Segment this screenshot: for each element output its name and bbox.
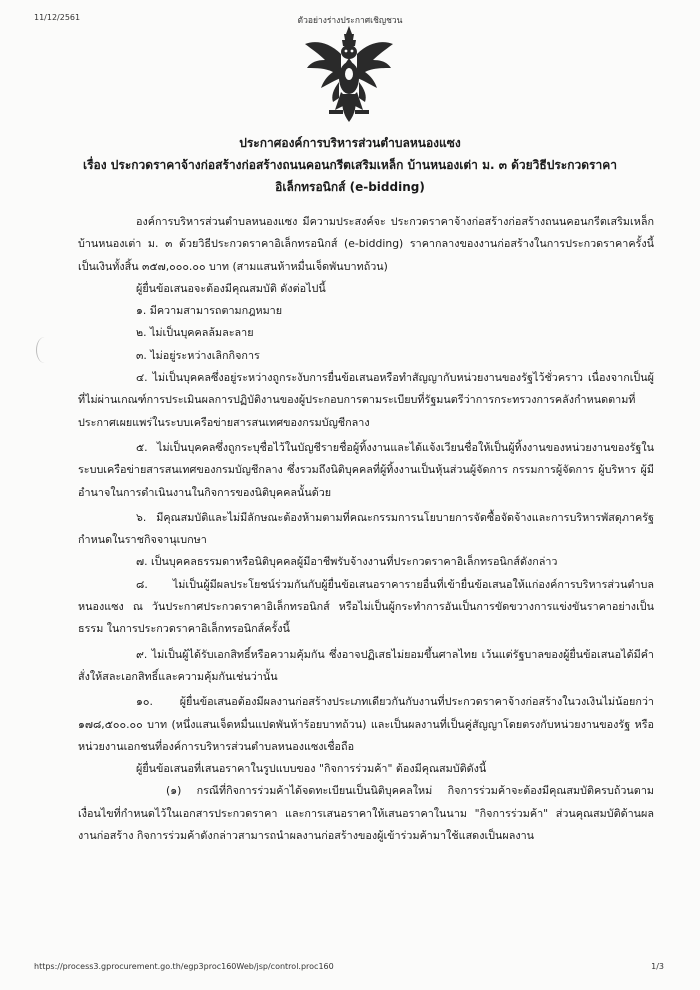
qualification-item: ๗. เป็นบุคคลธรรมดาหรือนิติบุคคลผู้มีอาชีพรับจ้างงานที่ประกวดราคาอิเล็กทรอนิกส์ดังกล่าว <box>136 555 558 569</box>
qualification-item: ๙. ไม่เป็นผู้ได้รับเอกสิทธิ์หรือความคุ้มกัน ซึ่งอาจปฏิเสธไม่ยอมขึ้นศาลไทย เว้นแต่รัฐบาลของผู้ยื่นข้อเสนอได้มีคำสั่งให้สละเอกสิทธิ์และความคุ้มกันเช่นว่านั้น <box>78 647 654 683</box>
print-date: 11/12/2561 <box>34 13 81 22</box>
qualification-item: ๑. มีความสามารถตามกฎหมาย <box>136 304 283 318</box>
garuda-emblem-icon <box>303 24 395 128</box>
qualification-item: ๖. มีคุณสมบัติและไม่มีลักษณะต้องห้ามตามที่คณะกรรมการนโยบายการจัดซื้อจัดจ้างและการบริหารพัสดุภาครัฐกำหนดในราชกิจจานุเบกษา <box>78 510 654 547</box>
qualification-item: ๑๐. ผู้ยื่นข้อเสนอต้องมีผลงานก่อสร้างประเภทเดียวกันกับงานที่ประกวดราคาจ้างก่อสร้างในวงเงินไม่น้อยกว่า ๑๗๘,๕๐๐.๐๐ บาท (หนึ่งแสนเจ็ดหมื่นแปดพันห้าร้อยบาทถ้วน) และเป็นผลงานที่เป็นคู่สัญญาโดยตรงกับหน่วยงานของรัฐ หรือหน่วยงานเอกชนที่องค์การบริหารส่วนตำบลหนองแซงเชื่อถือ <box>78 695 654 753</box>
draft-caption: ตัวอย่างร่างประกาศเชิญชวน <box>297 16 403 26</box>
page-number: 1/3 <box>651 962 664 971</box>
announcement-heading: ประกาศองค์การบริหารส่วนตำบลหนองแซง <box>239 136 461 150</box>
qualification-item: ๔. ไม่เป็นบุคคลซึ่งอยู่ระหว่างถูกระงับการยื่นข้อเสนอหรือทำสัญญากับหน่วยงานของรัฐไว้ชั่วคราว เนื่องจากเป็นผู้ที่ไม่ผ่านเกณฑ์การประเมินผลการปฏิบัติงานของผู้ประกอบการตามระเบียบที่รัฐมนตรีว่าการกระทรวงการคลังกำหนดตามที่ประกาศเผยแพร่ในระบบเครือข่ายสารสนเทศของกรมบัญชีกลาง <box>78 371 654 429</box>
qualification-item: ๘. ไม่เป็นผู้มีผลประโยชน์ร่วมกันกับผู้ยื่นข้อเสนอราคารายอื่นที่เข้ายื่นข้อเสนอให้แก่องค์การบริหารส่วนตำบลหนองแซง ณ วันประกาศประกวดราคาอิเล็กทรอนิกส์ หรือไม่เป็นผู้กระทำการอันเป็นการขัดขวางการแข่งขันราคาอย่างเป็นธรรม ในการประกวดราคาอิเล็กทรอนิกส์ครั้งนี้ <box>78 577 654 636</box>
intro-paragraph: องค์การบริหารส่วนตำบลหนองแซง มีความประสงค์จะ ประกวดราคาจ้างก่อสร้างก่อสร้างถนนคอนกรีตเสริมเหล็ก บ้านหนองเต่า ม. ๓ ด้วยวิธีประกวดราคาอิเล็กทรอนิกส์ (e-bidding) ราคากลางของงานก่อสร้างในการประกวดราคาครั้งนี้ เป็นเงินทั้งสิ้น ๓๕๗,๐๐๐.๐๐ บาท (สามแสนห้าหมื่นเจ็ดพันบาทถ้วน) <box>78 215 654 273</box>
joint-venture-clause: (๑) กรณีที่กิจการร่วมค้าได้จดทะเบียนเป็นนิติบุคคลใหม่ กิจการร่วมค้าจะต้องมีคุณสมบัติครบถ้วนตามเงื่อนไขที่กำหนดไว้ในเอกสารประกวดราคา และการเสนอราคาให้เสนอราคาในนาม "กิจการร่วมค้า" ส่วนคุณสมบัติด้านผลงานก่อสร้าง กิจการร่วมค้าดังกล่าวสามารถนำผลงานก่อสร้างของผู้เข้าร่วมค้ามาใช้แสดงเป็นผลงาน <box>78 784 654 843</box>
subject-line: เรื่อง ประกวดราคาจ้างก่อสร้างก่อสร้างถนนคอนกรีตเสริมเหล็ก บ้านหนองเต่า ม. ๓ ด้วยวิธีประกวดราคา <box>82 158 617 172</box>
qualification-item: ๓. ไม่อยู่ระหว่างเลิกกิจการ <box>136 348 260 362</box>
subject-line-continued: อิเล็กทรอนิกส์ (e-bidding) <box>275 180 425 194</box>
qualification-intro: ผู้ยื่นข้อเสนอจะต้องมีคุณสมบัติ ดังต่อไปนี้ <box>136 281 326 295</box>
punch-hole-mark <box>36 337 53 363</box>
document-body <box>78 211 654 847</box>
source-url: https://process3.gprocurement.go.th/egp3proc160Web/jsp/control.proc160 <box>34 962 334 971</box>
joint-venture-intro: ผู้ยื่นข้อเสนอที่เสนอราคาในรูปแบบของ "กิจการร่วมค้า" ต้องมีคุณสมบัติดังนี้ <box>136 762 487 776</box>
qualification-item: ๕. ไม่เป็นบุคคลซึ่งถูกระบุชื่อไว้ในบัญชีรายชื่อผู้ทิ้งงานและได้แจ้งเวียนชื่อให้เป็นผู้ทิ้งงานของหน่วยงานของรัฐในระบบเครือข่ายสารสนเทศของกรมบัญชีกลาง ซึ่งรวมถึงนิติบุคคลที่ผู้ทิ้งงานเป็นหุ้นส่วนผู้จัดการ กรรมการผู้จัดการ ผู้บริหาร ผู้มีอำนาจในการดำเนินงานในกิจการของนิติบุคคลนั้นด้วย <box>78 440 654 499</box>
qualification-item: ๒. ไม่เป็นบุคคลล้มละลาย <box>136 326 254 340</box>
